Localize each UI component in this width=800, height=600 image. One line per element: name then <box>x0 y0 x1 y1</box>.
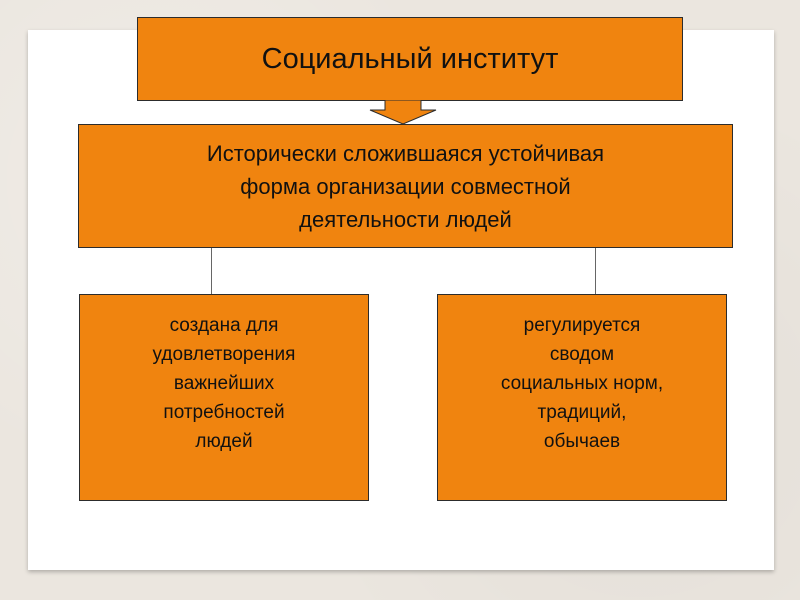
title-box <box>137 17 683 101</box>
definition-text: Исторически сложившаяся устойчивая форма организации совместной деятельности людей <box>206 140 605 232</box>
right-connector <box>595 248 596 294</box>
title-text: Социальный институт <box>261 42 559 75</box>
needs-text: создана для удовлетворения важнейших потребностей людей <box>152 315 296 452</box>
definition-box <box>78 124 733 248</box>
norms-text: регулируется сводом социальных норм, традиций, обычаев <box>500 315 664 452</box>
norms-box <box>437 294 727 501</box>
arrow-down-icon <box>368 100 438 124</box>
needs-box <box>79 294 369 501</box>
left-connector <box>211 248 212 294</box>
